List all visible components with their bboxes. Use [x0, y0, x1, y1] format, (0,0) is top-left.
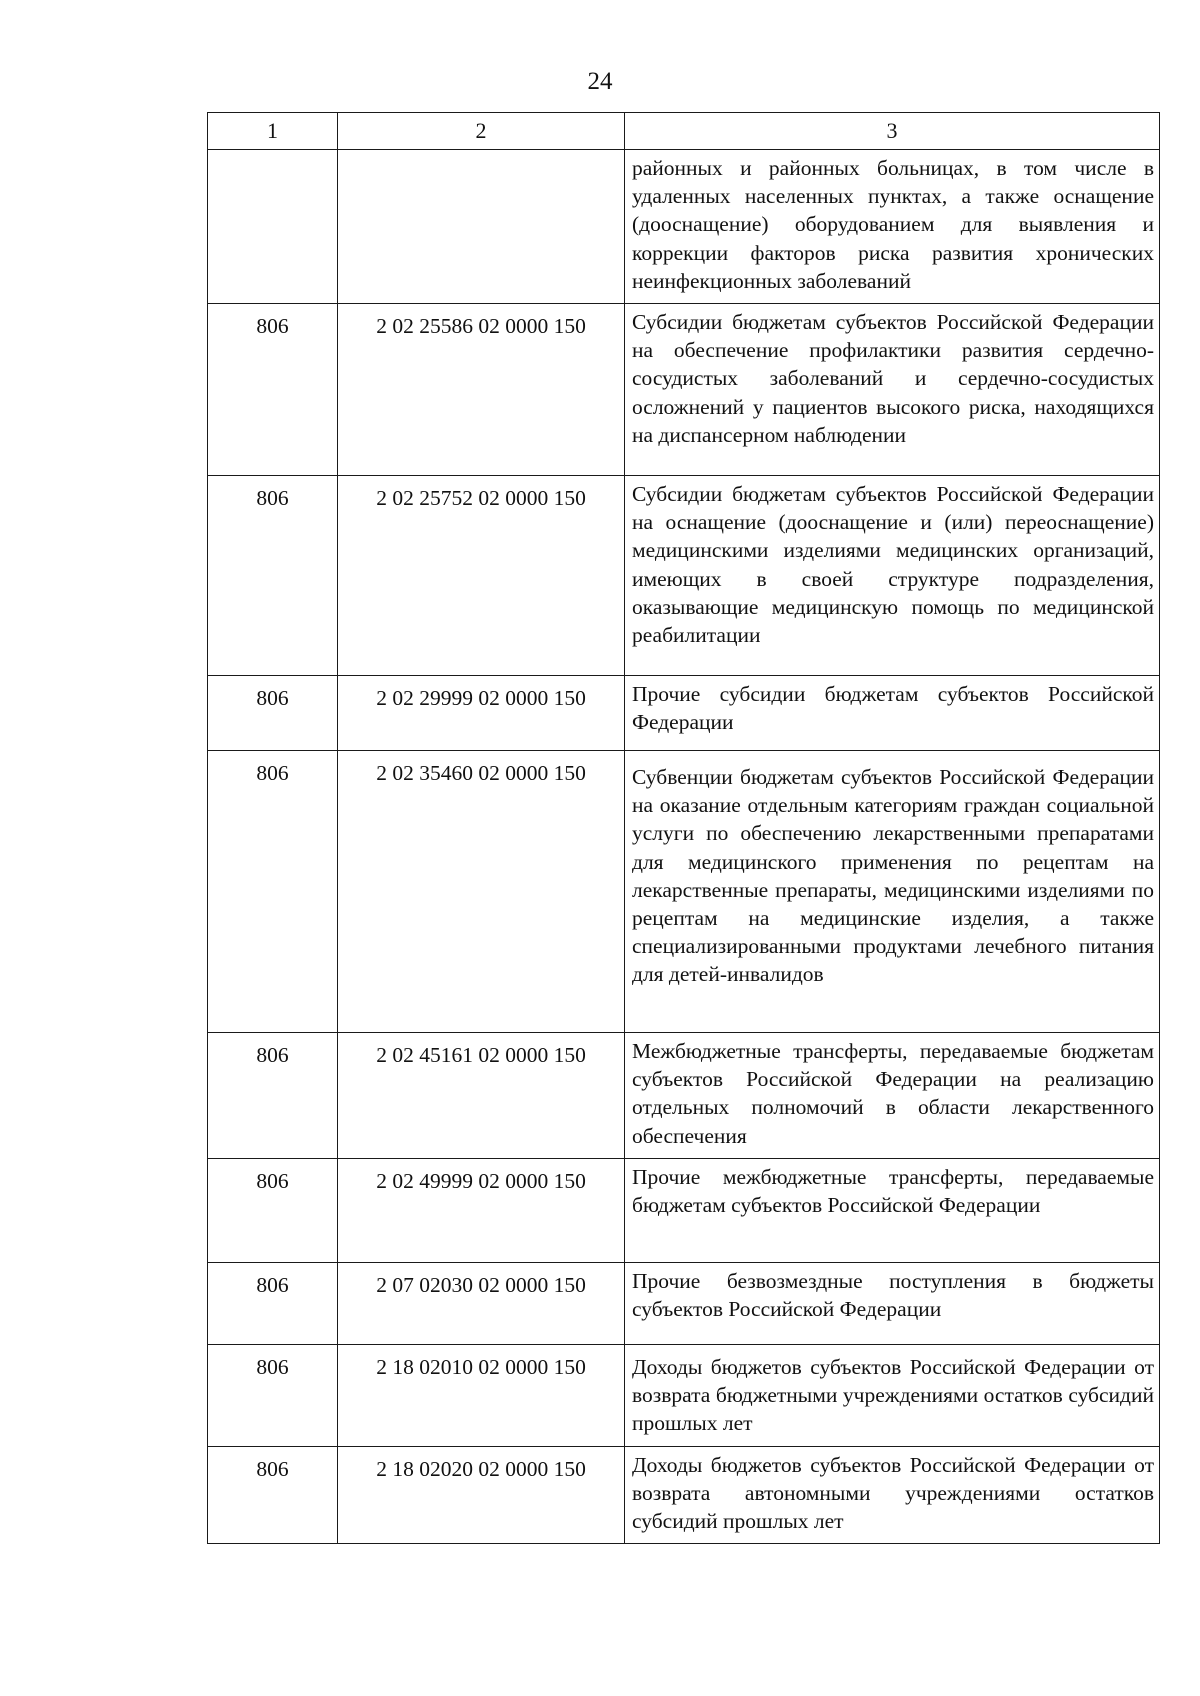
table-row — [208, 1033, 1160, 1159]
table-row — [208, 1446, 1160, 1544]
description-cell: Доходы бюджетов субъектов Российской Федерации от возврата автономными учреждениями остатков субсидий прошлых лет — [625, 1446, 1160, 1544]
revenue-code-cell: 2 02 45161 02 0000 150 — [338, 1033, 625, 1159]
admin-code-cell: 806 — [208, 476, 338, 676]
revenue-code-cell: 2 02 29999 02 0000 150 — [338, 676, 625, 751]
table-row — [208, 1159, 1160, 1263]
admin-code-cell: 806 — [208, 1446, 338, 1544]
admin-code-cell — [208, 150, 338, 304]
description-cell: Доходы бюджетов субъектов Российской Федерации от возврата бюджетными учреждениями остатков субсидий прошлых лет — [625, 1345, 1160, 1447]
table-row — [208, 676, 1160, 751]
admin-code-cell: 806 — [208, 1033, 338, 1159]
admin-code-cell: 806 — [208, 1263, 338, 1345]
revenue-code-cell: 2 02 35460 02 0000 150 — [338, 751, 625, 1033]
admin-code-cell: 806 — [208, 1345, 338, 1447]
table-row — [208, 476, 1160, 676]
revenue-codes-table — [207, 112, 1160, 1544]
description-cell: Субсидии бюджетам субъектов Российской Федерации на оснащение (дооснащение и (или) переоснащение) медицинскими изделиями медицинских организаций, имеющих в своей структуре подразделения, оказывающие медицинскую помощь по медицинской реабилитации — [625, 476, 1160, 676]
revenue-code-cell: 2 07 02030 02 0000 150 — [338, 1263, 625, 1345]
admin-code-cell: 806 — [208, 304, 338, 476]
column-header-3: 3 — [625, 113, 1160, 150]
revenue-code-cell: 2 18 02020 02 0000 150 — [338, 1446, 625, 1544]
admin-code-cell: 806 — [208, 751, 338, 1033]
revenue-code-cell: 2 02 49999 02 0000 150 — [338, 1159, 625, 1263]
table-header-row — [208, 113, 1160, 150]
column-header-1: 1 — [208, 113, 338, 150]
description-cell: Прочие субсидии бюджетам субъектов Российской Федерации — [625, 676, 1160, 751]
admin-code-cell: 806 — [208, 676, 338, 751]
table-row — [208, 304, 1160, 476]
revenue-code-cell: 2 02 25586 02 0000 150 — [338, 304, 625, 476]
page-number: 24 — [587, 68, 613, 95]
admin-code-cell: 806 — [208, 1159, 338, 1263]
table-row — [208, 751, 1160, 1033]
description-cell: Прочие межбюджетные трансферты, передаваемые бюджетам субъектов Российской Федерации — [625, 1159, 1160, 1263]
table-row — [208, 1345, 1160, 1447]
revenue-code-cell: 2 02 25752 02 0000 150 — [338, 476, 625, 676]
description-cell: Прочие безвозмездные поступления в бюджеты субъектов Российской Федерации — [625, 1263, 1160, 1345]
revenue-code-cell — [338, 150, 625, 304]
description-cell: Межбюджетные трансферты, передаваемые бюджетам субъектов Российской Федерации на реализацию отдельных полномочий в области лекарственного обеспечения — [625, 1033, 1160, 1159]
description-cell: Субсидии бюджетам субъектов Российской Федерации на обеспечение профилактики развития сердечно-сосудистых заболеваний и сердечно-сосудистых осложнений у пациентов высокого риска, находящихся на диспансерном наблюдении — [625, 304, 1160, 476]
table-row — [208, 150, 1160, 304]
column-header-2: 2 — [338, 113, 625, 150]
description-cell: районных и районных больницах, в том числе в удаленных населенных пунктах, а также оснащение (дооснащение) оборудованием для выявления и коррекции факторов риска развития хронических неинфекционных заболеваний — [625, 150, 1160, 304]
table-row — [208, 1263, 1160, 1345]
revenue-code-cell: 2 18 02010 02 0000 150 — [338, 1345, 625, 1447]
description-cell: Субвенции бюджетам субъектов Российской Федерации на оказание отдельным категориям граждан социальной услуги по обеспечению лекарственными препаратами для медицинского применения по рецептам на лекарственные препараты, медицинскими изделиями по рецептам на медицинские изделия, а также специализированными продуктами лечебного питания для детей-инвалидов — [625, 751, 1160, 1033]
